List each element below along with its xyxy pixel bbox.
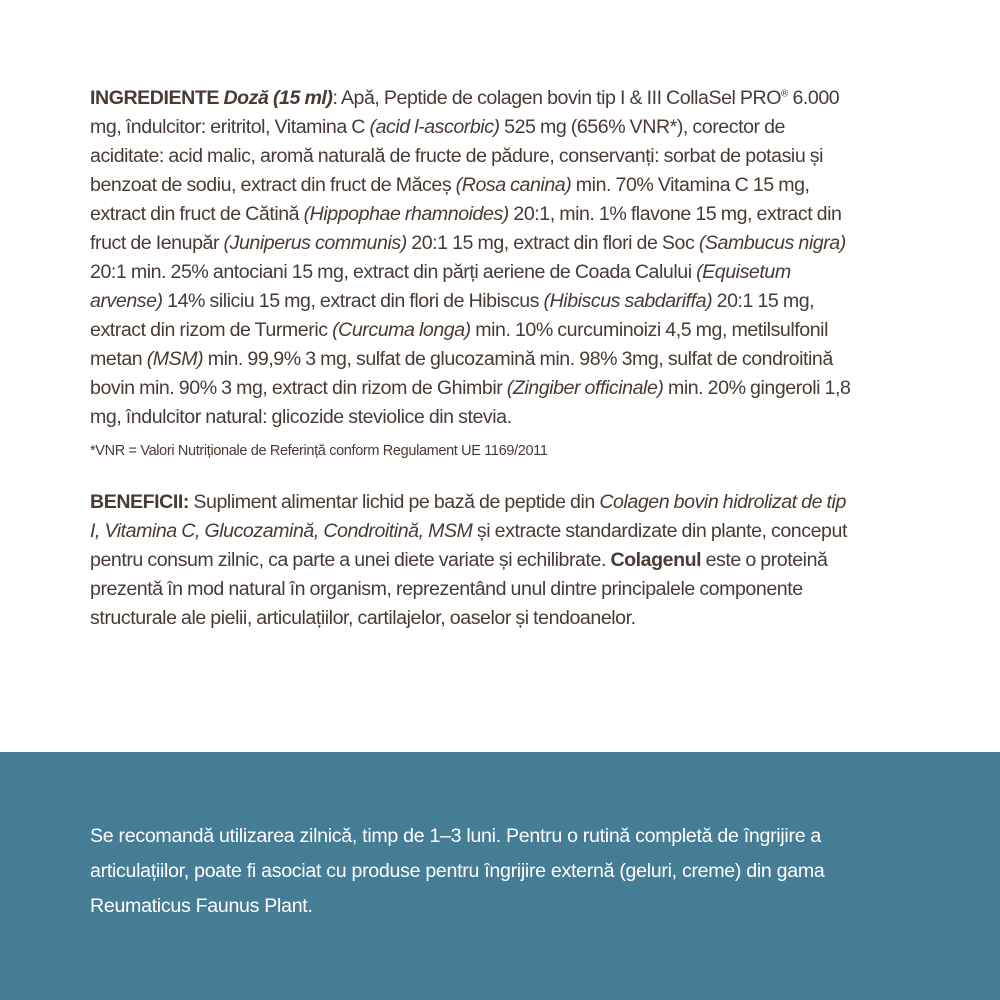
- ingredients-heading: INGREDIENTE: [90, 87, 219, 109]
- text-content: [90, 84, 860, 633]
- dose-label: Doză (15 ml): [223, 87, 333, 109]
- recommendation-band: [0, 752, 1000, 1000]
- recommendation-text: Se recomandă utilizarea zilnică, timp de 1–3 luni. Pentru o rutină completă de îngrijire a articulațiilor, poate fi asociat cu produse pentru îngrijire externă (geluri, creme) din gama Reumaticus Faunus Plant.: [90, 825, 825, 917]
- ingredients-paragraph: INGREDIENTE Doză (15 ml): Apă, Peptide de colagen bovin tip I & III CollaSel PRO® 6.000 mg, îndulcitor: eritritol, Vitamina C (acid l-ascorbic) 525 mg (656% VNR*), corector de aciditate: acid malic, aromă naturală de fructe de pădure, conservanți: sorbat de potasiu și benzoat de sodiu, extract din fruct de Măceș (Rosa canina) min. 70% Vitamina C 15 mg, extract din fruct de Cătină (Hippophae rhamnoides) 20:1, min. 1% flavone 15 mg, extract din fruct de Ienupăr (Juniperus communis) 20:1 15 mg, extract din flori de Soc (Sambucus nigra) 20:1 min. 25% antociani 15 mg, extract din părți aeriene de Coada Calului (Equisetum arvense) 14% siliciu 15 mg, extract din flori de Hibiscus (Hibiscus sabdariffa) 20:1 15 mg, extract din rizom de Turmeric (Curcuma longa) min. 10% curcuminoizi 4,5 mg, metilsulfonil metan (MSM) min. 99,9% 3 mg, sulfat de glucozamină min. 98% 3mg, sulfat de condroitină bovin min. 90% 3 mg, extract din rizom de Ghimbir (Zingiber officinale) min. 20% gingeroli 1,8 mg, îndulcitor natural: glicozide steviolice din stevia.: [90, 87, 851, 428]
- benefits-paragraph: BENEFICII: Supliment alimentar lichid pe bază de peptide din Colagen bovin hidrolizat de tip I, Vitamina C, Glucozamină, Condroitină, MSM și extracte standardizate din plante, conceput pentru consum zilnic, ca parte a unei diete variate și echilibrate. Colagenul este o proteină prezentă în mod natural în organism, reprezentând unul dintre principalele componente structurale ale pielii, articulațiilor, cartilajelor, oaselor și tendoanelor.: [90, 491, 847, 629]
- registered-mark: ®: [781, 88, 788, 100]
- vnr-footnote: *VNR = Valori Nutriționale de Referință conform Regulament UE 1169/2011: [90, 443, 548, 459]
- collagen-highlight: Colagenul: [610, 549, 702, 571]
- benefits-heading: BENEFICII:: [90, 491, 189, 513]
